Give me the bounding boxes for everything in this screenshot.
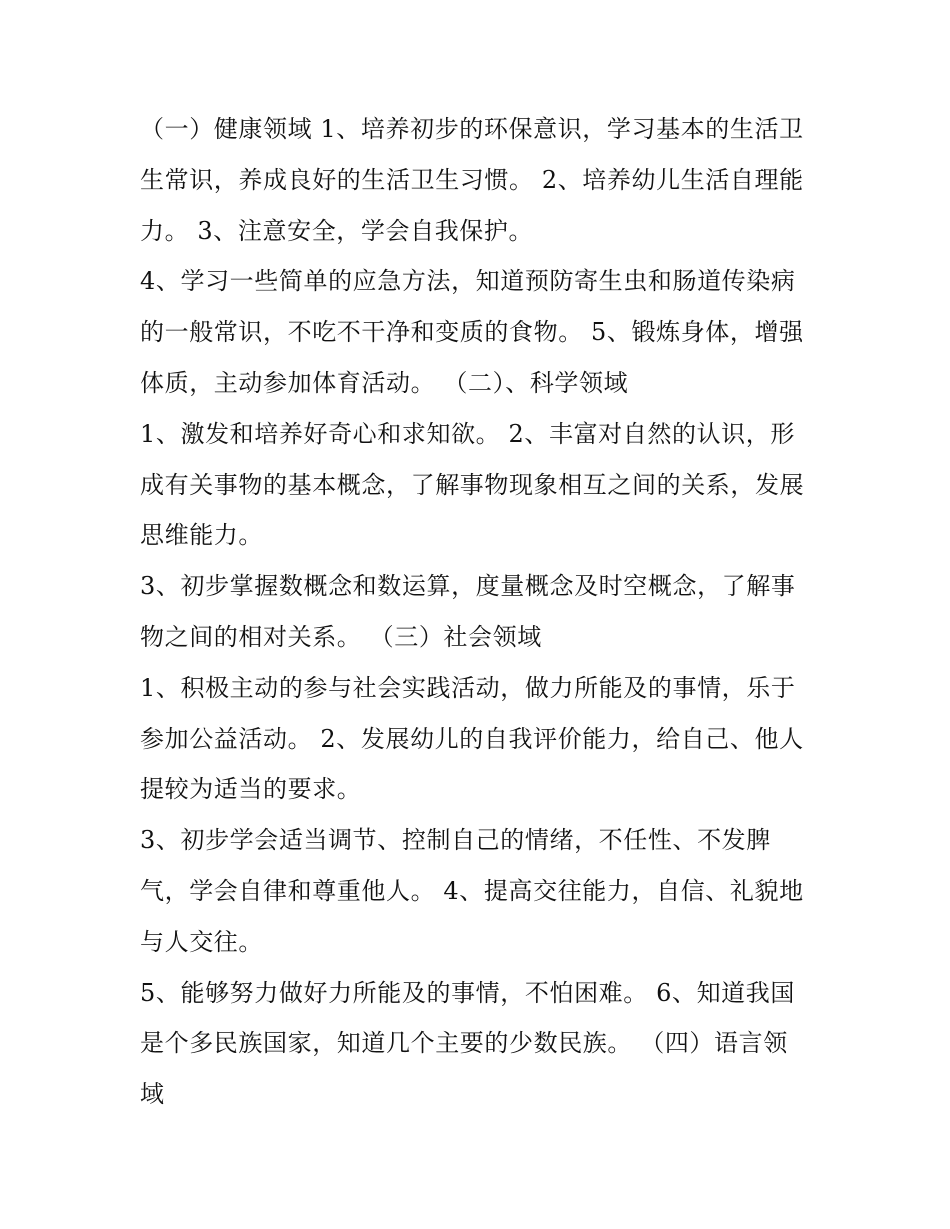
text-line: 体质，主动参加体育活动。 （二）、科学领域 bbox=[140, 368, 629, 397]
text-line: 提较为适当的要求。 bbox=[140, 775, 362, 804]
text-line: 4、学习一些简单的应急方法，知道预防寄生虫和肠道传染病 bbox=[140, 267, 796, 296]
text-line: 参加公益活动。 2、发展幼儿的自我评价能力，给自己、他人 bbox=[140, 724, 804, 753]
text-line: 气，学会自律和尊重他人。 4、提高交往能力，自信、礼貌地 bbox=[140, 876, 804, 905]
text-line: 域 bbox=[140, 1080, 165, 1109]
text-line: 的一般常识，不吃不干净和变质的食物。 5、锻炼身体，增强 bbox=[140, 318, 804, 347]
text-line: 1、积极主动的参与社会实践活动，做力所能及的事情，乐于 bbox=[140, 673, 796, 702]
text-line: 成有关事物的基本概念，了解事物现象相互之间的关系，发展 bbox=[140, 470, 805, 499]
text-line: 1、激发和培养好奇心和求知欲。 2、丰富对自然的认识，形 bbox=[140, 419, 795, 448]
text-line: 5、能够努力做好力所能及的事情，不怕困难。 6、知道我国 bbox=[140, 978, 795, 1007]
text-line: 力。 3、注意安全，学会自我保护。 bbox=[140, 216, 534, 245]
text-line: 思维能力。 bbox=[140, 521, 263, 550]
text-line: 物之间的相对关系。 （三）社会领域 bbox=[140, 622, 542, 651]
document-body bbox=[140, 104, 820, 1120]
text-line: （一）健康领域 1、培养初步的环保意识，学习基本的生活卫 bbox=[140, 115, 804, 143]
text-line: 3、初步学会适当调节、控制自己的情绪，不任性、不发脾 bbox=[140, 826, 771, 855]
text-line: 是个多民族国家，知道几个主要的少数民族。 （四）语言领 bbox=[140, 1029, 788, 1058]
text-line: 与人交往。 bbox=[140, 927, 263, 956]
text-line: 3、初步掌握数概念和数运算，度量概念及时空概念，了解事 bbox=[140, 572, 796, 601]
text-line: 生常识，养成良好的生活卫生习惯。 2、培养幼儿生活自理能 bbox=[140, 165, 804, 194]
